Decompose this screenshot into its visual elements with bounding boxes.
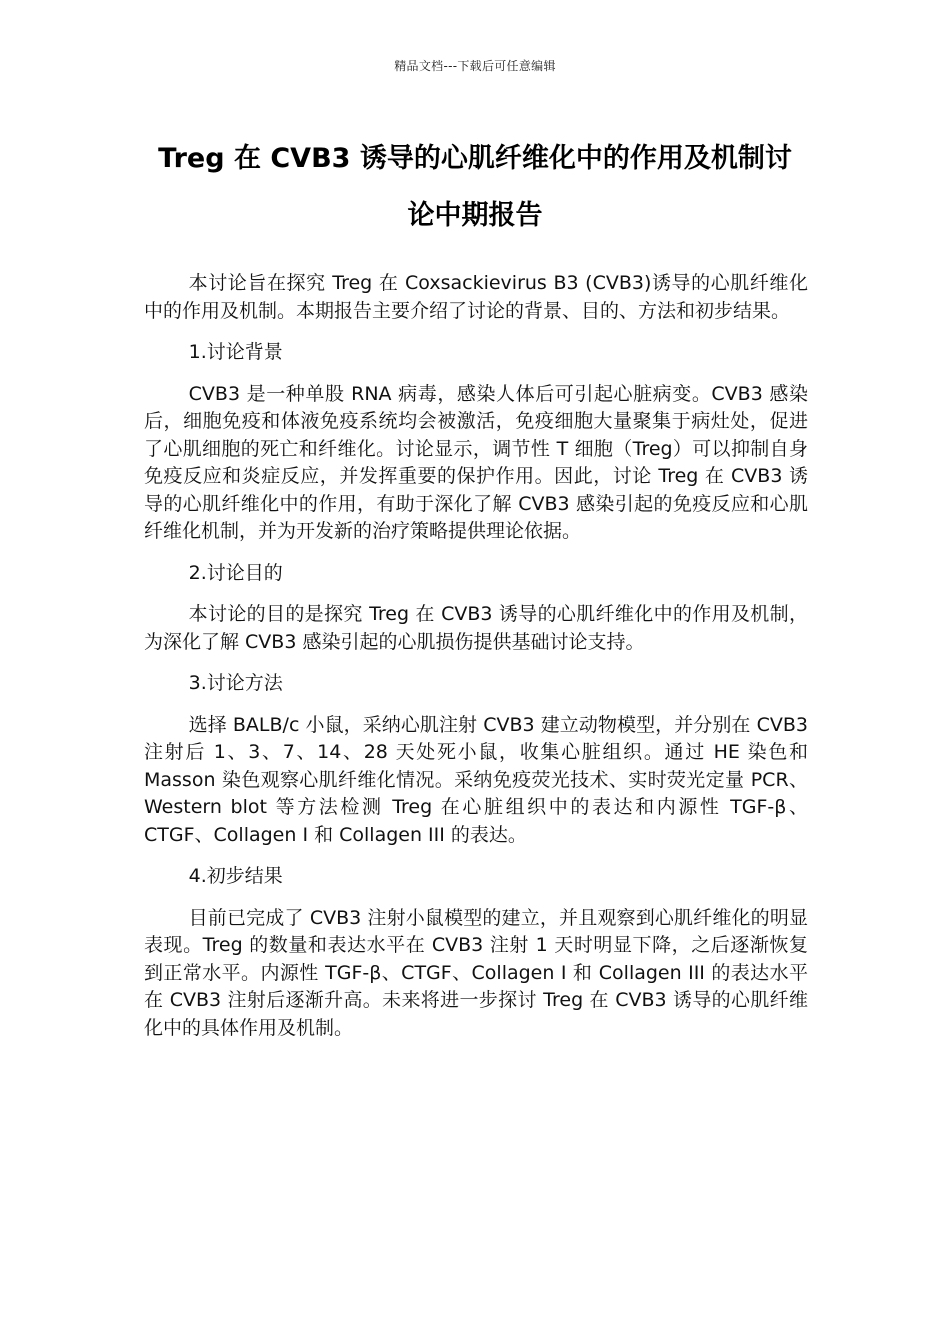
intro-paragraph: 本讨论旨在探究 Treg 在 Coxsackievirus B3 (CVB3)诱导的心肌纤维化中的作用及机制。本期报告主要介绍了讨论的背景、目的、方法和初步结果。 (144, 272, 808, 322)
section-heading-purpose: 2.讨论目的 (188, 561, 283, 584)
header-note: 精品文档---下载后可任意编辑 (394, 59, 556, 73)
section-paragraph-purpose: 本讨论的目的是探究 Treg 在 CVB3 诱导的心肌纤维化中的作用及机制，为深化了解 CVB3 感染引起的心肌损伤提供基础讨论支持。 (144, 603, 808, 653)
title-line-1: Treg 在 CVB3 诱导的心肌纤维化中的作用及机制讨 (158, 143, 792, 174)
section-heading-methods: 3.讨论方法 (188, 672, 283, 694)
section-heading-results: 4.初步结果 (188, 865, 283, 887)
section-paragraph-methods: 选择 BALB/c 小鼠，采纳心肌注射 CVB3 建立动物模型，并分别在 CVB3 注射后 1、3、7、14、28 天处死小鼠，收集心脏组织。通过 HE 染色和 Masson 染色观察心肌纤维化情况。采纳免疫荧光技术、实时荧光定量 PCR、Western blot 等方法检测 Treg 在心脏组织中的表达和内源性 TGF-β、CTGF、Collagen I 和 Collagen III 的表达。 (144, 713, 808, 846)
title-line-2: 论中期报告 (407, 200, 543, 231)
section-heading-background: 1.讨论背景 (188, 341, 283, 363)
section-paragraph-background: CVB3 是一种单股 RNA 病毒，感染人体后可引起心脏病变。CVB3 感染后，细胞免疫和体液免疫系统均会被激活，免疫细胞大量聚集于病灶处，促进了心肌细胞的死亡和纤维化。讨论显示，调节性 T 细胞（Treg）可以抑制自身免疫反应和炎症反应，并发挥重要的保护作用。因此，讨论 Treg 在 CVB3 诱导的心肌纤维化中的作用，有助于深化了解 CVB3 感染引起的免疫反应和心肌纤维化机制，并为开发新的治疗策略提供理论依据。 (144, 382, 808, 542)
section-paragraph-results: 目前已完成了 CVB3 注射小鼠模型的建立，并且观察到心肌纤维化的明显表现。Treg 的数量和表达水平在 CVB3 注射 1 天时明显下降，之后逐渐恢复到正常水平。内源性 TGF-β、CTGF、Collagen I 和 Collagen III 的表达水平在 CVB3 注射后逐渐升高。未来将进一步探讨 Treg 在 CVB3 诱导的心肌纤维化中的具体作用及机制。 (144, 906, 808, 1039)
document-title (145, 130, 805, 244)
document-body (144, 270, 808, 1056)
